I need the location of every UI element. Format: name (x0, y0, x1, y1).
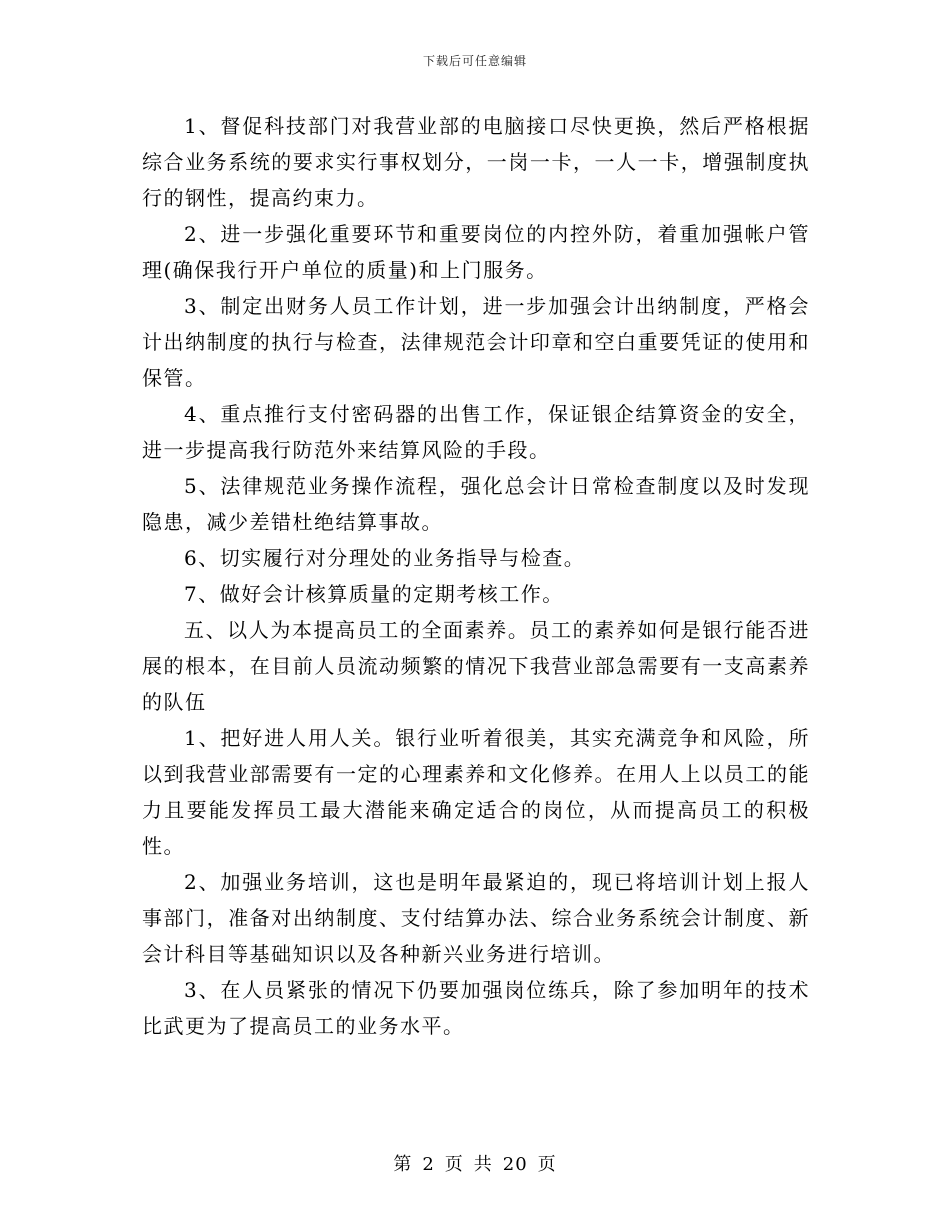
paragraph-6: 6、切实履行对分理处的业务指导与检查。 (184, 546, 586, 570)
footer-total-pages: 20 (502, 1154, 528, 1175)
paragraph-9: 1、把好进人用人关。银行业听着很美，其实充满竞争和风险，所以到我营业部需要有一定的心理素养和文化修养。在用人上以员工的能力且要能发挥员工最大潜能来确定适合的岗位，从而提高员工的积极性。 (142, 726, 810, 858)
page-header: 下载后可任意编辑 (422, 54, 527, 68)
page-footer (0, 1150, 950, 1176)
footer-label-unit: 页 (444, 1154, 464, 1175)
footer-current-page: 2 (422, 1154, 435, 1175)
footer-label-total: 共 (473, 1154, 493, 1175)
paragraph-11: 3、在人员紧张的情况下仍要加强岗位练兵，除了参加明年的技术比武更为了提高员工的业务水平。 (142, 978, 810, 1038)
section-heading-paragraph: 五、以人为本提高员工的全面素养。员工的素养如何是银行能否进展的根本，在目前人员流动频繁的情况下我营业部急需要有一支高素养的队伍 (142, 618, 810, 714)
paragraph-4: 4、重点推行支付密码器的出售工作，保证银企结算资金的安全，进一步提高我行防范外来结算风险的手段。 (142, 402, 810, 462)
footer-label-unit-end: 页 (537, 1154, 557, 1175)
paragraph-7: 7、做好会计核算质量的定期考核工作。 (184, 582, 564, 606)
paragraph-10: 2、加强业务培训，这也是明年最紧迫的，现已将培训计划上报人事部门，准备对出纳制度、支付结算办法、综合业务系统会计制度、新会计科目等基础知识以及各种新兴业务进行培训。 (142, 870, 810, 966)
paragraph-5: 5、法律规范业务操作流程，强化总会计日常检查制度以及时发现隐患，减少差错杜绝结算事故。 (142, 474, 810, 534)
document-body (142, 108, 810, 1044)
paragraph-1: 1、督促科技部门对我营业部的电脑接口尽快更换，然后严格根据综合业务系统的要求实行事权划分，一岗一卡，一人一卡，增强制度执行的钢性，提高约束力。 (142, 114, 810, 210)
paragraph-3: 3、制定出财务人员工作计划，进一步加强会计出纳制度，严格会计出纳制度的执行与检查，法律规范会计印章和空白重要凭证的使用和保管。 (142, 294, 810, 390)
footer-label-page: 第 (393, 1154, 413, 1175)
paragraph-2: 2、进一步强化重要环节和重要岗位的内控外防，着重加强帐户管理(确保我行开户单位的质量)和上门服务。 (142, 222, 810, 282)
